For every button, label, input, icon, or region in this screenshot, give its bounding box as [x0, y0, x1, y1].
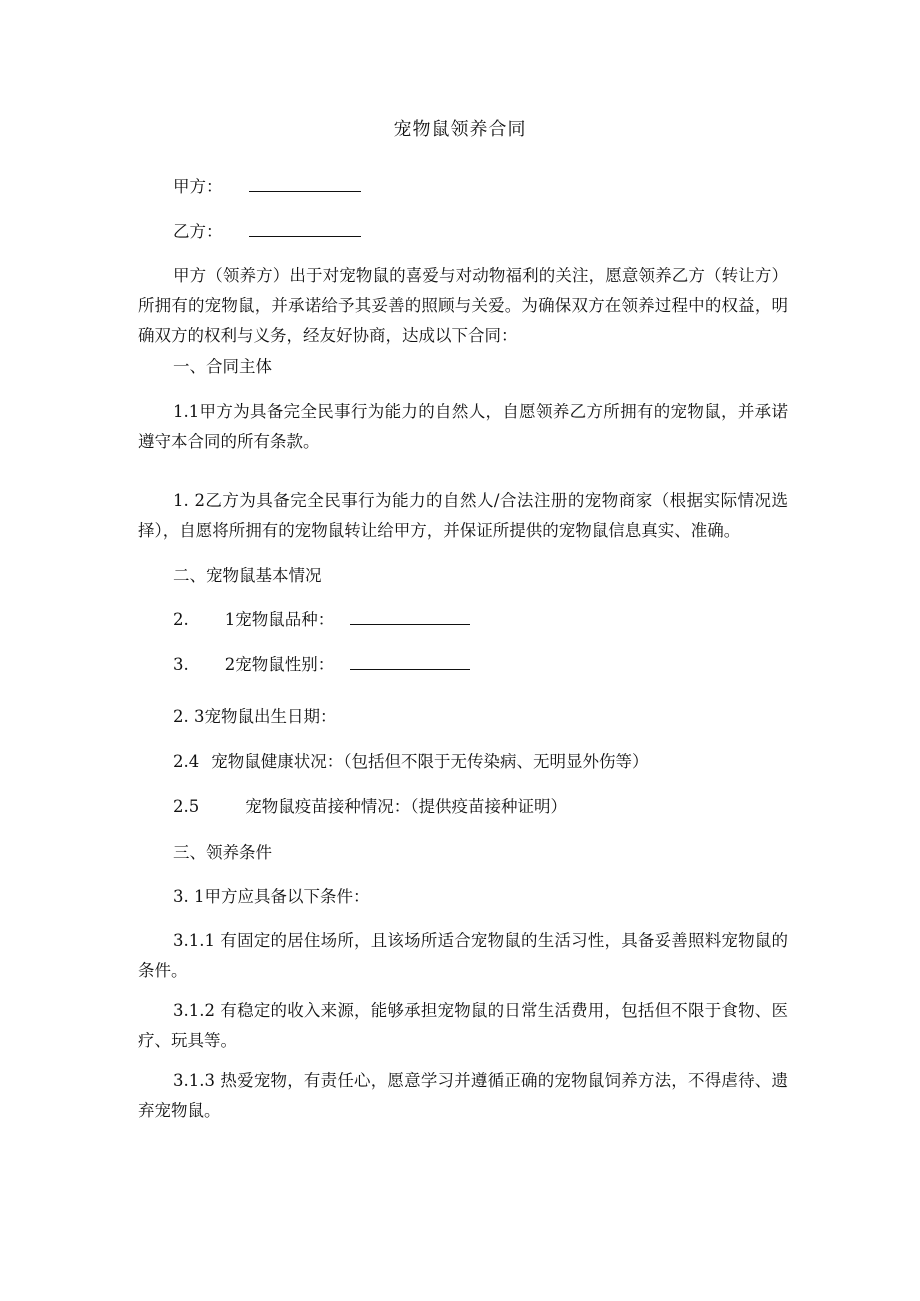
pet-breed-blank [350, 610, 470, 625]
pet-breed-line [173, 608, 470, 632]
clause-3-1: 3. 1甲方应具备以下条件： [173, 887, 370, 906]
section-3-heading: 三、领养条件 [173, 843, 272, 862]
intro-paragraph: 甲方（领养方）出于对宠物鼠的喜爱与对动物福利的关注，愿意领养乙方（转让方）所拥有的宠物鼠，并承诺给予其妥善的照顾与关爱。为确保双方在领养过程中的权益，明确双方的权利与义务，经友好协商，达成以下合同： [138, 266, 788, 345]
section-2-heading: 二、宠物鼠基本情况 [173, 566, 322, 585]
clause-3-1-3: 3.1.3 热爱宠物，有责任心，愿意学习并遵循正确的宠物鼠饲养方法，不得虐待、遗弃宠物鼠。 [138, 1071, 788, 1120]
pet-breed-number: 2. [173, 610, 189, 629]
party-a-line [173, 175, 361, 199]
party-b-label: 乙方： [173, 222, 223, 241]
clause-1-2: 1. 2乙方为具备完全民事行为能力的自然人/合法注册的宠物商家（根据实际情况选择），自愿将所拥有的宠物鼠转让给甲方，并保证所提供的宠物鼠信息真实、准确。 [138, 491, 788, 540]
pet-vaccine-line [173, 795, 567, 819]
party-b-blank [249, 222, 361, 237]
pet-birthdate-line: 2. 3宠物鼠出生日期： [173, 707, 337, 726]
pet-health-text: 宠物鼠健康状况：（包括但不限于无传染病、无明显外伤等） [211, 752, 649, 771]
pet-gender-label: 2宠物鼠性别： [224, 655, 335, 674]
pet-breed-label: 1宠物鼠品种： [224, 610, 335, 629]
pet-gender-line [173, 653, 470, 677]
pet-vaccine-text: 宠物鼠疫苗接种情况：（提供疫苗接种证明） [245, 797, 567, 816]
pet-health-line [173, 750, 649, 774]
party-a-blank [249, 177, 361, 192]
pet-gender-blank [350, 655, 470, 670]
document-title: 宠物鼠领养合同 [393, 119, 527, 140]
party-b-line [173, 220, 361, 244]
pet-vaccine-number: 2.5 [173, 797, 200, 816]
clause-1-1: 1.1甲方为具备完全民事行为能力的自然人，自愿领养乙方所拥有的宠物鼠，并承诺遵守本合同的所有条款。 [138, 402, 788, 451]
party-a-label: 甲方： [173, 177, 223, 196]
clause-3-1-1: 3.1.1 有固定的居住场所，且该场所适合宠物鼠的生活习性，具备妥善照料宠物鼠的条件。 [138, 931, 788, 980]
pet-gender-number: 3. [173, 655, 189, 674]
pet-health-number: 2.4 [173, 752, 200, 771]
section-1-heading: 一、合同主体 [173, 357, 272, 376]
clause-3-1-2: 3.1.2 有稳定的收入来源，能够承担宠物鼠的日常生活费用，包括但不限于食物、医疗、玩具等。 [138, 1001, 788, 1050]
